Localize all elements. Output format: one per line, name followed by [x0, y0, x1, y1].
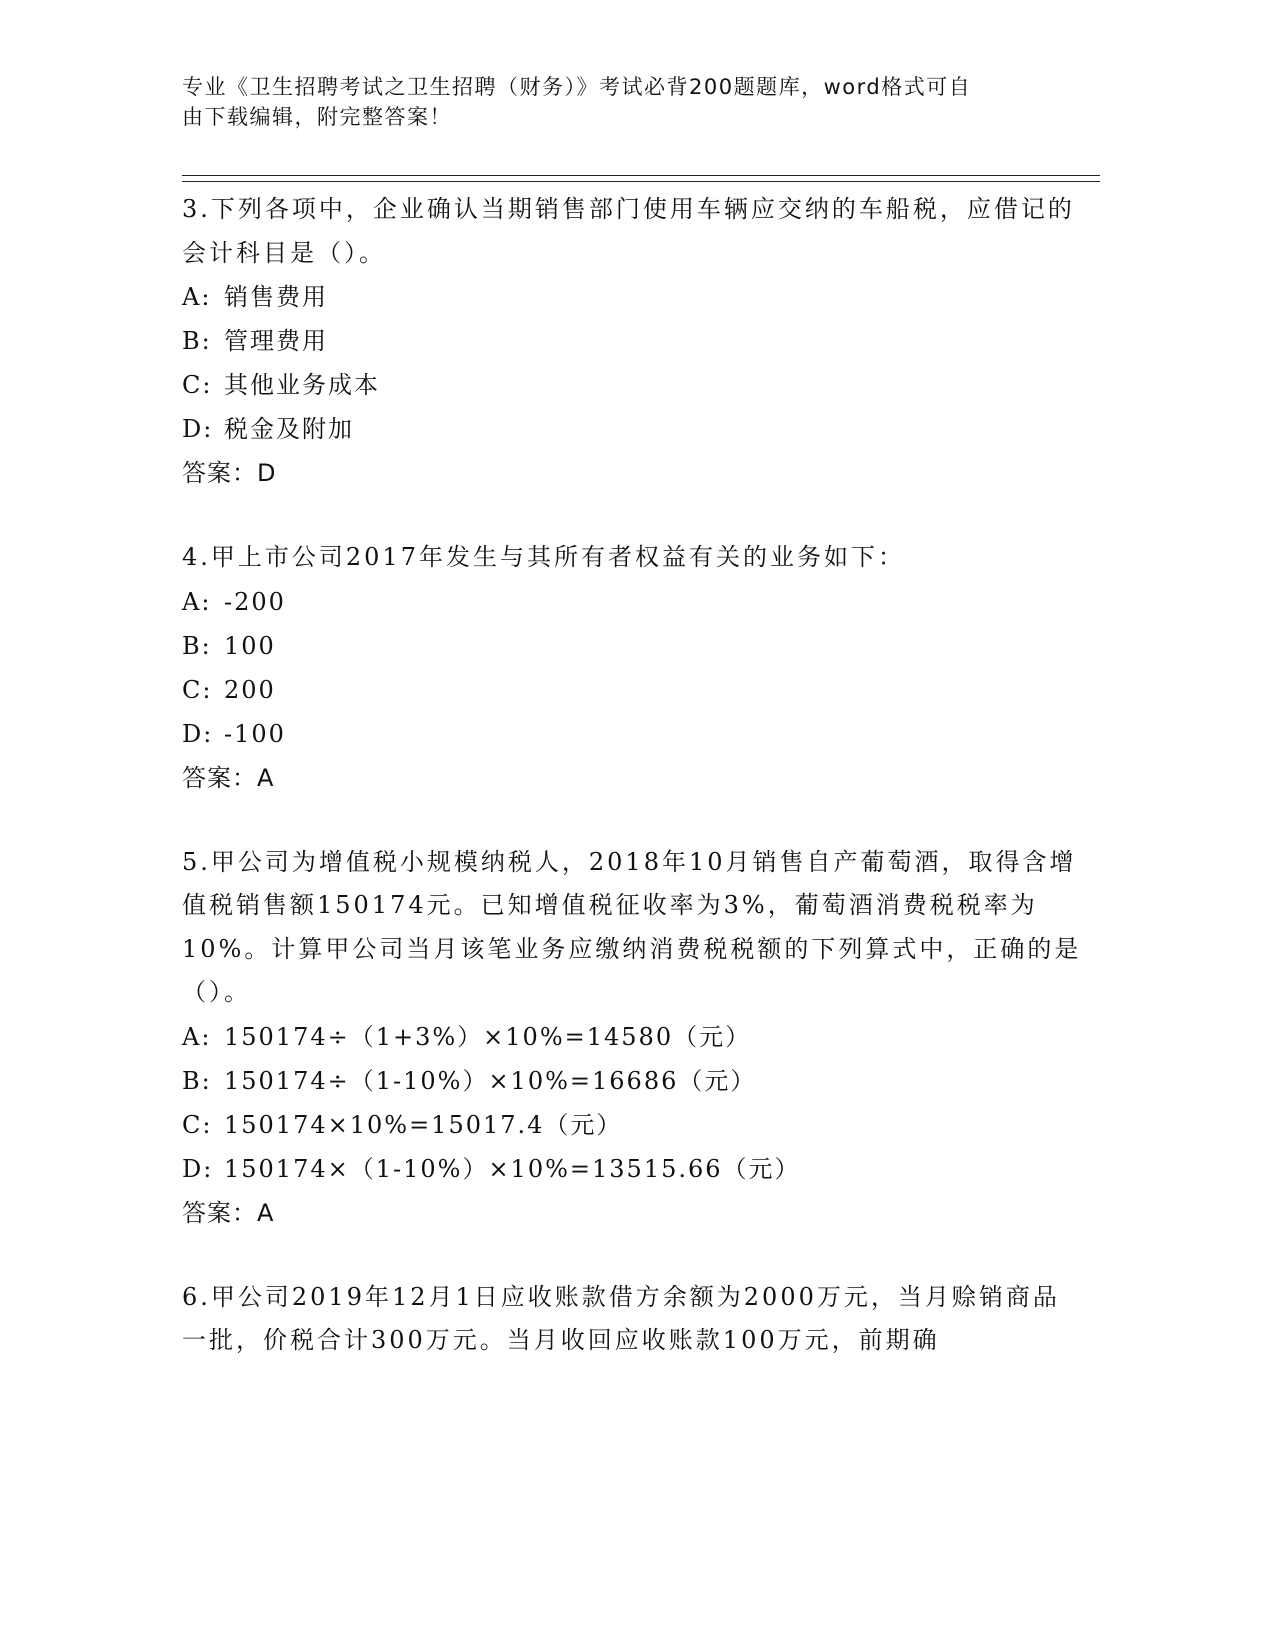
option-key: A: — [182, 587, 212, 616]
option-a — [182, 275, 1082, 319]
question-stem: 4.甲上市公司2017年发生与其所有者权益有关的业务如下： — [182, 543, 905, 571]
option-key: D: — [182, 719, 214, 748]
option-b — [182, 1059, 1082, 1103]
option-key: C: — [182, 1110, 213, 1139]
answer: 答案：A — [182, 1198, 275, 1227]
option-key: C: — [182, 675, 213, 704]
answer: 答案：D — [182, 459, 277, 487]
option-key: D: — [182, 415, 214, 443]
option-text: -200 — [224, 587, 286, 616]
answer: 答案：A — [182, 763, 275, 792]
option-key: A: — [182, 1022, 212, 1051]
option-key: A: — [182, 283, 212, 311]
option-b — [182, 319, 1082, 363]
question-stem: 5.甲公司为增值税小规模纳税人，2018年10月销售自产葡萄酒，取得含增值税销售额150174元。已知增值税征收率为3%，葡萄酒消费税税率为10%。计算甲公司当月该笔业务应缴纳消费税税额的下列算式中，正确的是（）。 — [182, 847, 1082, 1006]
header-line-2: 由下载编辑，附完整答案！ — [182, 105, 452, 129]
question-5 — [182, 841, 1082, 1235]
option-text: 150174÷（1+3%）×10%=14580（元） — [224, 1022, 752, 1051]
option-a — [182, 580, 1082, 624]
option-text: 管理费用 — [224, 327, 328, 355]
option-text: -100 — [224, 719, 286, 748]
option-b — [182, 624, 1082, 668]
question-3 — [182, 188, 1082, 495]
option-text: 其他业务成本 — [224, 371, 380, 399]
option-c — [182, 363, 1082, 407]
question-list — [182, 188, 1082, 1404]
question-stem: 6.甲公司2019年12月1日应收账款借方余额为2000万元，当月赊销商品一批，价税合计300万元。当月收回应收账款100万元，前期确 — [182, 1282, 1060, 1354]
option-text: 销售费用 — [224, 283, 328, 311]
option-key: D: — [182, 1154, 214, 1183]
option-text: 100 — [224, 631, 276, 660]
option-c — [182, 1103, 1082, 1147]
document-header — [182, 72, 1062, 132]
option-text: 150174×（1-10%）×10%=13515.66（元） — [224, 1154, 801, 1183]
option-key: B: — [182, 327, 212, 355]
header-divider-bottom — [182, 181, 1100, 182]
option-a — [182, 1015, 1082, 1059]
question-4 — [182, 536, 1082, 800]
option-text: 200 — [224, 675, 276, 704]
question-6 — [182, 1276, 1082, 1363]
question-stem: 3.下列各项中，企业确认当期销售部门使用车辆应交纳的车船税，应借记的会计科目是（）。 — [182, 195, 1075, 267]
option-c — [182, 668, 1082, 712]
option-text: 税金及附加 — [224, 415, 354, 443]
option-text: 150174÷（1-10%）×10%=16686（元） — [224, 1066, 757, 1095]
header-line-1: 专业《卫生招聘考试之卫生招聘（财务）》考试必背200题题库，word格式可自 — [182, 75, 972, 99]
option-d — [182, 407, 1082, 451]
option-d — [182, 712, 1082, 756]
option-key: C: — [182, 371, 213, 399]
header-divider-top — [182, 175, 1100, 176]
option-key: B: — [182, 1066, 212, 1095]
option-text: 150174×10%=15017.4（元） — [224, 1110, 623, 1139]
option-d — [182, 1147, 1082, 1191]
option-key: B: — [182, 631, 212, 660]
